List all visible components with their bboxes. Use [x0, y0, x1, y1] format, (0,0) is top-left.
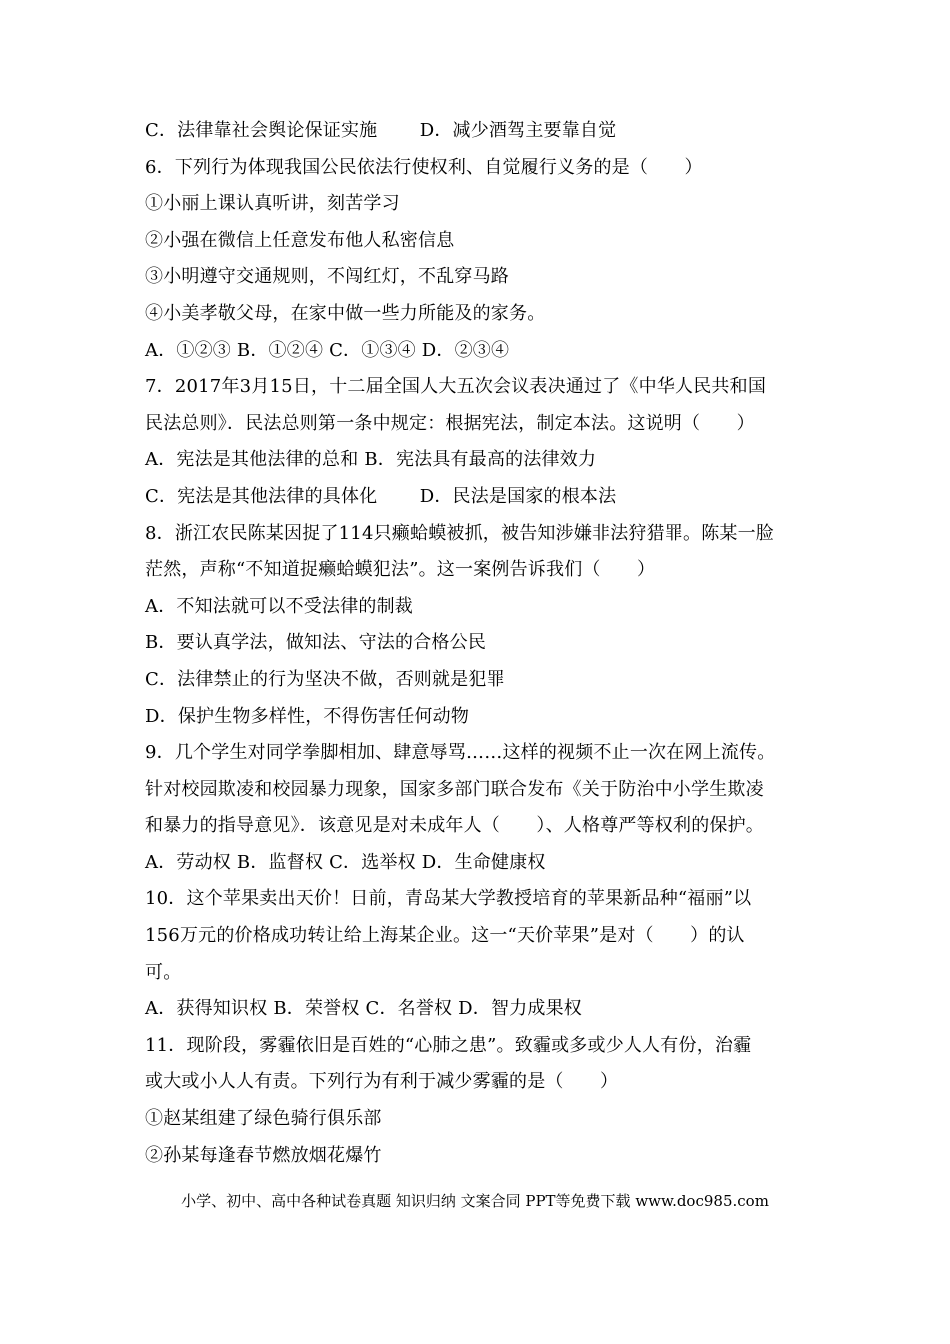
- statement-6-2: ②小强在微信上任意发布他人私密信息: [145, 229, 455, 251]
- page-footer: 小学、初中、高中各种试卷真题 知识归纳 文案合同 PPT等免费下载 www.doc985.com: [181, 1192, 769, 1210]
- document-body: [145, 113, 810, 1174]
- statement-11-2: ②孙某每逢春节燃放烟花爆竹: [145, 1144, 382, 1166]
- question-9-line-3: 和暴力的指导意见》．该意见是对未成年人（ ）、人格尊严等权利的保护。: [145, 815, 764, 837]
- question-11-line-1: 11．现阶段，雾霾依旧是百姓的“心肺之患”。致霾或多或少人人有份，治霾: [145, 1034, 752, 1056]
- option-line-5cd: C．法律靠社会舆论保证实施 D．减少酒驾主要靠自觉: [145, 120, 617, 141]
- options-10: A．获得知识权 B．荣誉权 C．名誉权 D．智力成果权: [145, 998, 582, 1020]
- question-9-line-1: 9．几个学生对同学拳脚相加、肆意辱骂……这样的视频不止一次在网上流传。: [145, 742, 776, 764]
- statement-6-3: ③小明遵守交通规则，不闯红灯，不乱穿马路: [145, 266, 509, 288]
- question-11-line-2: 或大或小人人有责。下列行为有利于减少雾霾的是（ ）: [145, 1071, 619, 1093]
- question-6: 6．下列行为体现我国公民依法行使权利、自觉履行义务的是（ ）: [145, 156, 703, 178]
- question-7-line-2: 民法总则》．民法总则第一条中规定：根据宪法，制定本法。这说明（ ）: [145, 412, 755, 434]
- question-8-line-1: 8．浙江农民陈某因捉了114只癞蛤蟆被抓，被告知涉嫌非法狩猎罪。陈某一脸: [145, 522, 775, 544]
- question-10-line-1: 10．这个苹果卖出天价！日前，青岛某大学教授培育的苹果新品种“福丽”以: [145, 888, 752, 910]
- options-7-cd: C．宪法是其他法律的具体化 D．民法是国家的根本法: [145, 485, 617, 507]
- question-10-line-3: 可。: [145, 961, 182, 983]
- option-8-a: A．不知法就可以不受法律的制裁: [145, 595, 413, 617]
- option-8-b: B．要认真学法，做知法、守法的合格公民: [145, 632, 487, 654]
- option-8-d: D．保护生物多样性，不得伤害任何动物: [145, 705, 470, 727]
- options-9: A．劳动权 B．监督权 C．选举权 D．生命健康权: [145, 851, 546, 873]
- option-8-c: C．法律禁止的行为坚决不做，否则就是犯罪: [145, 668, 505, 690]
- question-7-line-1: 7．2017年3月15日，十二届全国人大五次会议表决通过了《中华人民共和国: [145, 376, 767, 398]
- statement-11-1: ①赵某组建了绿色骑行俱乐部: [145, 1108, 382, 1130]
- statement-6-4: ④小美孝敬父母，在家中做一些力所能及的家务。: [145, 302, 546, 324]
- options-6: A．①②③ B．①②④ C．①③④ D．②③④: [145, 339, 510, 361]
- options-7-ab: A．宪法是其他法律的总和 B．宪法具有最高的法律效力: [145, 449, 597, 471]
- question-9-line-2: 针对校园欺凌和校园暴力现象，国家多部门联合发布《关于防治中小学生欺凌: [145, 778, 764, 800]
- question-10-line-2: 156万元的价格成功转让给上海某企业。这一“天价苹果”是对（ ）的认: [145, 925, 745, 947]
- question-8-line-2: 茫然，声称“不知道捉癞蛤蟆犯法”。这一案例告诉我们（ ）: [145, 559, 656, 581]
- statement-6-1: ①小丽上课认真听讲，刻苦学习: [145, 193, 400, 215]
